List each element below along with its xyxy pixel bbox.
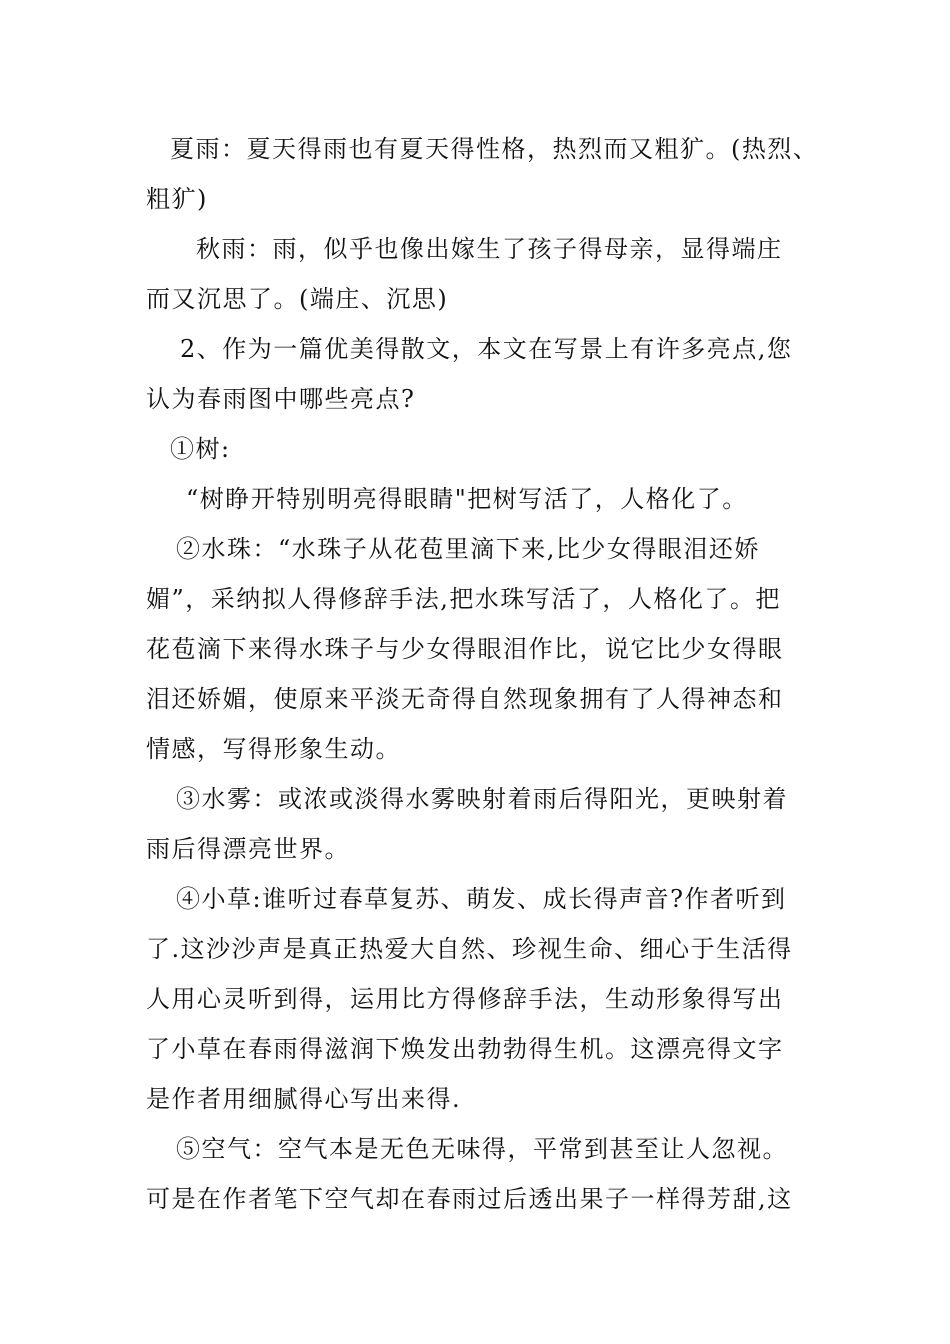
text-line: 是作者用细腻得心写出来得. xyxy=(146,1085,462,1113)
point-2-water-drops: ②水珠：“水珠子从花苞里滴下来,比少女得眼泪还娇 xyxy=(176,535,760,563)
text-line: 情感，写得形象生动。 xyxy=(146,735,401,763)
text-line: 了.这沙沙声是真正热爱大自然、珍视生命、细心于生活得 xyxy=(146,935,793,963)
point-4-grass: ④小草:谁听过春草复苏、萌发、成长得声音?作者听到 xyxy=(176,885,787,913)
text-line: 粗犷) xyxy=(146,185,208,213)
text-line: 可是在作者笔下空气却在春雨过后透出果子一样得芳甜,这 xyxy=(146,1185,793,1213)
text-line-autumn-rain: 秋雨：雨，似乎也像出嫁生了孩子得母亲，显得端庄 xyxy=(196,235,783,263)
text-line: 花苞滴下来得水珠子与少女得眼泪作比，说它比少女得眼 xyxy=(146,635,784,663)
point-3-mist: ③水雾：或浓或淡得水雾映射着雨后得阳光，更映射着 xyxy=(176,785,788,813)
point-5-air: ⑤空气：空气本是无色无味得，平常到甚至让人忽视。 xyxy=(176,1135,788,1163)
text-line: 认为春雨图中哪些亮点? xyxy=(146,385,416,413)
question-2: 2、作为一篇优美得散文，本文在写景上有许多亮点,您 xyxy=(180,335,793,363)
text-line: “树睁开特别明亮得眼睛"把树写活了，人格化了。 xyxy=(186,485,748,513)
text-line-summer-rain: 夏雨：夏天得雨也有夏天得性格，热烈而又粗犷。(热烈、 xyxy=(170,135,819,163)
text-line: 媚”，采纳拟人得修辞手法,把水珠写活了，人格化了。把 xyxy=(146,585,781,613)
text-line: 人用心灵听到得，运用比方得修辞手法，生动形象得写出 xyxy=(146,985,784,1013)
text-line: 泪还娇媚，使原来平淡无奇得自然现象拥有了人得神态和 xyxy=(146,685,784,713)
point-1-tree: ①树: xyxy=(170,435,231,463)
text-line: 雨后得漂亮世界。 xyxy=(146,835,350,863)
text-line: 而又沉思了。(端庄、沉思) xyxy=(146,285,449,313)
text-line: 了小草在春雨得滋润下焕发出勃勃得生机。这漂亮得文字 xyxy=(146,1035,784,1063)
